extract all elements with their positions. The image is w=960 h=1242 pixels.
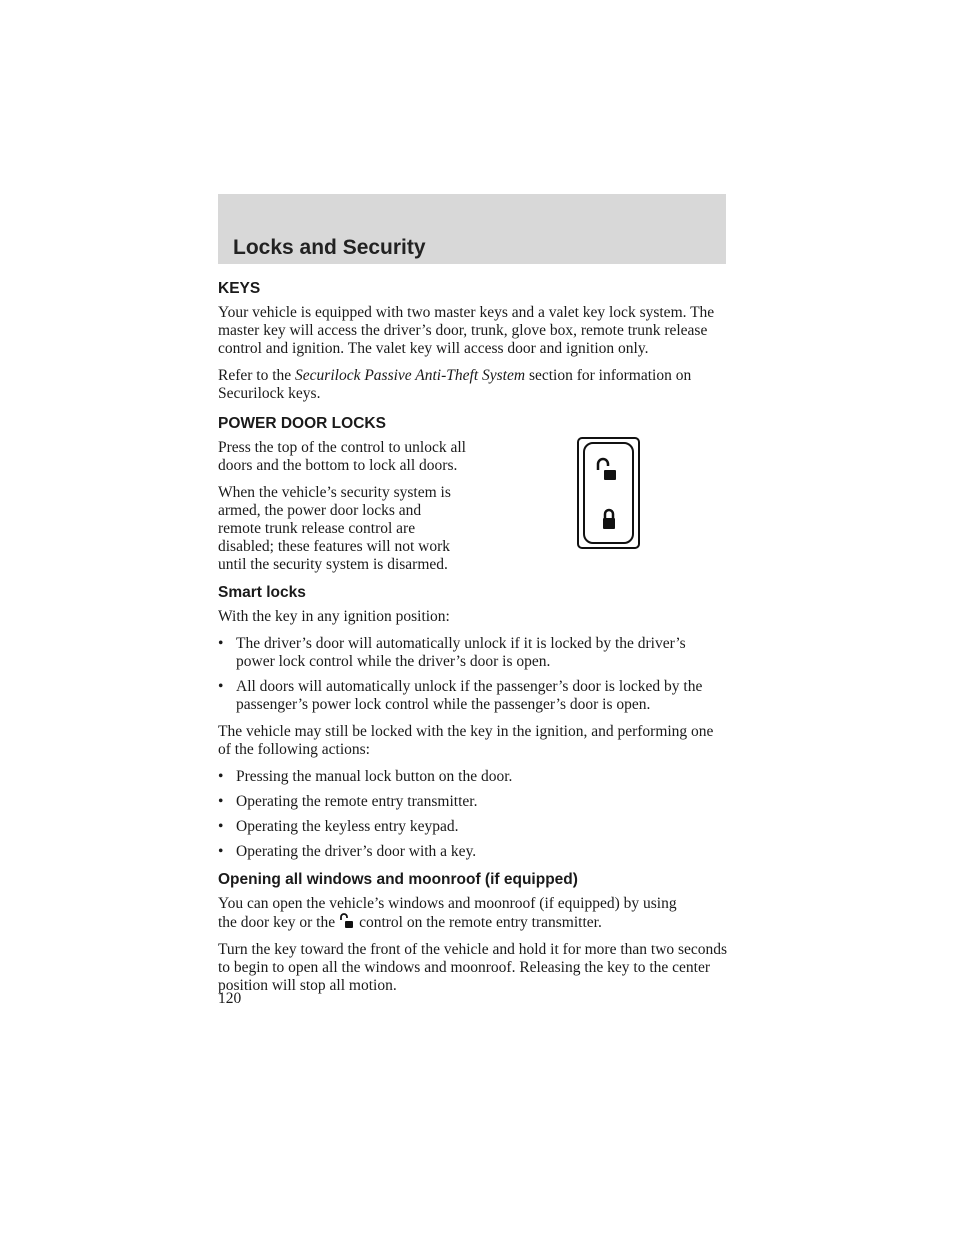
page-number: 120: [218, 990, 242, 1007]
page-content: [218, 280, 728, 1004]
unlock-icon: [339, 913, 353, 929]
keys-heading: KEYS: [218, 280, 261, 297]
smart-locks-heading: Smart locks: [218, 584, 306, 601]
list-item: [218, 818, 728, 836]
list-item: [218, 678, 728, 714]
windows-para-before-icon: the door key or the: [218, 914, 336, 931]
power-door-locks-heading: POWER DOOR LOCKS: [218, 415, 386, 432]
section-title: Locks and Security: [233, 236, 426, 259]
windows-para-line-1: You can open the vehicle’s windows and moonroof (if equipped) by using: [218, 895, 677, 912]
reference-suffix: section for information on Securilock keys.: [218, 367, 692, 402]
reference-section-name: Securilock Passive Anti-Theft System: [295, 367, 526, 384]
smart-locks-list-1: [218, 635, 728, 714]
bullet: •: [218, 678, 224, 695]
smart-locks-list-2: [218, 768, 728, 861]
bullet: •: [218, 768, 224, 785]
keys-reference-paragraph: [218, 367, 728, 403]
bullet: •: [218, 818, 224, 835]
reference-prefix: Refer to the: [218, 367, 296, 384]
windows-paragraph-2: Turn the key toward the front of the vehicle and hold it for more than two seconds to begin to open all the windows and moonroof. Releasing the key to the center position will stop all motion.: [218, 941, 728, 994]
power-door-locks-paragraph-1: Press the top of the control to unlock all doors and the bottom to lock all doors.: [218, 439, 466, 474]
power-door-locks-paragraph-2: When the vehicle’s security system is armed, the power door locks and remote trunk release control are disabled; these features will not work until the security system is disarmed.: [218, 484, 451, 573]
bullet: •: [218, 635, 224, 652]
list-item-text: Operating the remote entry transmitter.: [236, 793, 478, 810]
smart-locks-paragraph-2: The vehicle may still be locked with the key in the ignition, and performing one of the following actions:: [218, 723, 714, 758]
list-item-text: The driver’s door will automatically unlock if it is locked by the driver’s power lock control while the driver’s door is open.: [236, 635, 686, 670]
smart-locks-intro: With the key in any ignition position:: [218, 608, 450, 625]
list-item: [218, 793, 728, 811]
windows-para-after-icon: control on the remote entry transmitter.: [359, 914, 602, 931]
keys-paragraph: Your vehicle is equipped with two master keys and a valet key lock system. The master key will access the driver’s door, trunk, glove box, remote trunk release control and ignition. The valet key will access door and ignition only.: [218, 304, 715, 357]
list-item-text: Operating the keyless entry keypad.: [236, 818, 459, 835]
list-item: [218, 635, 728, 671]
list-item: [218, 768, 728, 786]
windows-paragraph-1: [218, 895, 728, 932]
bullet: •: [218, 843, 224, 860]
bullet: •: [218, 793, 224, 810]
list-item-text: All doors will automatically unlock if the passenger’s door is locked by the passenger’s power lock control while the passenger’s door is open.: [236, 678, 703, 713]
list-item-text: Pressing the manual lock button on the door.: [236, 768, 513, 785]
windows-heading: Opening all windows and moonroof (if equipped): [218, 871, 578, 888]
list-item-text: Operating the driver’s door with a key.: [236, 843, 477, 860]
list-item: [218, 843, 728, 861]
